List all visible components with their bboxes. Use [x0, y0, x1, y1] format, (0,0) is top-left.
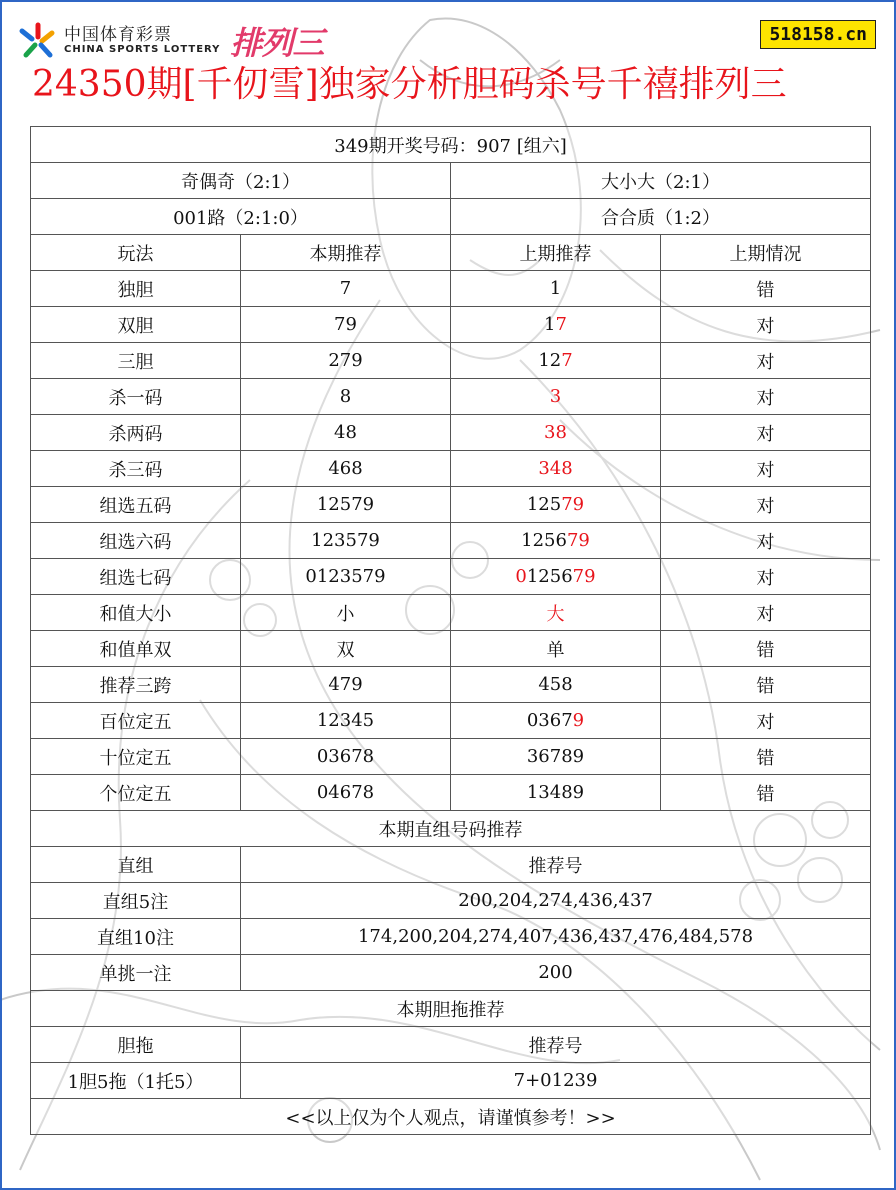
hit-digits: 7	[555, 314, 567, 335]
table-row	[31, 271, 871, 307]
play-type: 百位定五	[31, 703, 241, 739]
previous-pick	[451, 703, 661, 739]
table-row	[31, 595, 871, 631]
table-row	[31, 307, 871, 343]
direct-row-label: 直组10注	[31, 919, 241, 955]
dantuo-row-label: 1胆5拖（1托5）	[31, 1063, 241, 1099]
miss-digits: 458	[538, 674, 573, 695]
direct-section	[31, 811, 871, 847]
table-row	[31, 379, 871, 415]
current-pick: 双	[241, 631, 451, 667]
previous-result: 对	[661, 415, 871, 451]
lottery-logo-icon	[18, 21, 58, 61]
dantuo-row	[31, 1063, 871, 1099]
previous-result: 错	[661, 775, 871, 811]
play-type: 十位定五	[31, 739, 241, 775]
play-type: 杀两码	[31, 415, 241, 451]
column-header: 本期推荐	[241, 235, 451, 271]
direct-row-value: 174,200,204,274,407,436,437,476,484,578	[241, 919, 871, 955]
previous-result: 对	[661, 595, 871, 631]
hit-digits: 79	[561, 494, 585, 515]
play-type: 三胆	[31, 343, 241, 379]
previous-pick	[451, 667, 661, 703]
play-type: 杀一码	[31, 379, 241, 415]
dantuo-header-row	[31, 1027, 871, 1063]
current-pick: 7	[241, 271, 451, 307]
route-pattern: 001路（2:1:0）	[31, 199, 451, 235]
previous-pick	[451, 451, 661, 487]
previous-pick	[451, 775, 661, 811]
previous-result: 对	[661, 379, 871, 415]
table-row	[31, 487, 871, 523]
dantuo-section	[31, 991, 871, 1027]
column-header: 玩法	[31, 235, 241, 271]
direct-row-value: 200,204,274,436,437	[241, 883, 871, 919]
previous-result: 对	[661, 343, 871, 379]
previous-pick	[451, 559, 661, 595]
direct-row-label: 直组5注	[31, 883, 241, 919]
dantuo-row-value: 7+01239	[241, 1063, 871, 1099]
column-header: 上期情况	[661, 235, 871, 271]
play-type: 推荐三跨	[31, 667, 241, 703]
miss-digits: 1	[549, 278, 562, 299]
miss-digits: 1256	[521, 530, 567, 551]
direct-header-row-value: 推荐号	[241, 847, 871, 883]
game-logo-text: 排列三	[230, 24, 324, 62]
miss-digits: 125	[526, 494, 562, 515]
draw-row	[31, 127, 871, 163]
previous-result: 错	[661, 739, 871, 775]
play-type: 独胆	[31, 271, 241, 307]
previous-pick	[451, 271, 661, 307]
previous-result: 错	[661, 631, 871, 667]
big-small-pattern: 大小大（2:1）	[451, 163, 871, 199]
analysis-table	[30, 126, 871, 1135]
dantuo-section-title: 本期胆拖推荐	[31, 991, 871, 1027]
previous-result: 对	[661, 523, 871, 559]
table-row	[31, 775, 871, 811]
table-row	[31, 739, 871, 775]
page-title: 24350期[千仞雪]独家分析胆码杀号千禧排列三	[32, 64, 787, 105]
hit-digits: 0	[515, 566, 527, 587]
hit-digits: 大	[546, 603, 565, 625]
table-row	[31, 415, 871, 451]
direct-row	[31, 883, 871, 919]
previous-result: 对	[661, 559, 871, 595]
miss-digits: 1256	[526, 566, 573, 587]
current-pick: 468	[241, 451, 451, 487]
hit-digits: 38	[544, 422, 567, 443]
previous-pick	[451, 595, 661, 631]
direct-row-value: 200	[241, 955, 871, 991]
previous-result: 错	[661, 271, 871, 307]
current-pick: 479	[241, 667, 451, 703]
hit-digits: 79	[572, 566, 596, 587]
table-row	[31, 631, 871, 667]
odd-even-pattern: 奇偶奇（2:1）	[31, 163, 451, 199]
previous-pick	[451, 307, 661, 343]
previous-pick	[451, 631, 661, 667]
prime-pattern: 合合质（1:2）	[451, 199, 871, 235]
current-pick: 12579	[241, 487, 451, 523]
previous-result: 对	[661, 451, 871, 487]
table-row	[31, 667, 871, 703]
table-row	[31, 703, 871, 739]
hit-digits: 348	[538, 458, 573, 479]
direct-section-title: 本期直组号码推荐	[31, 811, 871, 847]
play-type: 个位定五	[31, 775, 241, 811]
logo-en-text: CHINA SPORTS LOTTERY	[64, 44, 221, 55]
current-pick: 03678	[241, 739, 451, 775]
hit-digits: 3	[549, 386, 562, 407]
previous-result: 对	[661, 703, 871, 739]
current-pick: 48	[241, 415, 451, 451]
miss-digits: 36789	[526, 746, 585, 767]
column-header: 上期推荐	[451, 235, 661, 271]
hit-digits: 7	[561, 350, 573, 371]
direct-header-row	[31, 847, 871, 883]
direct-header-row-label: 直组	[31, 847, 241, 883]
logo-cn-text: 中国体育彩票	[64, 25, 172, 45]
draw-result: 349期开奖号码：907 [组六]	[31, 127, 871, 163]
previous-pick	[451, 379, 661, 415]
current-pick: 小	[241, 595, 451, 631]
previous-result: 对	[661, 307, 871, 343]
direct-row-label: 单挑一注	[31, 955, 241, 991]
table-row	[31, 523, 871, 559]
previous-result: 错	[661, 667, 871, 703]
play-type: 杀三码	[31, 451, 241, 487]
pattern-row-2	[31, 199, 871, 235]
miss-digits: 13489	[526, 782, 585, 803]
direct-row	[31, 955, 871, 991]
play-type: 双胆	[31, 307, 241, 343]
current-pick: 279	[241, 343, 451, 379]
play-type: 和值大小	[31, 595, 241, 631]
current-pick: 8	[241, 379, 451, 415]
previous-pick	[451, 415, 661, 451]
previous-pick	[451, 487, 661, 523]
miss-digits: 单	[546, 639, 565, 661]
previous-pick	[451, 343, 661, 379]
play-type: 组选七码	[31, 559, 241, 595]
hit-digits: 79	[566, 530, 590, 551]
miss-digits: 12	[538, 350, 562, 371]
current-pick: 79	[241, 307, 451, 343]
footer-row	[31, 1099, 871, 1135]
table-row	[31, 343, 871, 379]
play-type: 组选五码	[31, 487, 241, 523]
direct-row	[31, 919, 871, 955]
site-badge[interactable]: 518158.cn	[760, 20, 876, 49]
table-row	[31, 559, 871, 595]
column-header-row	[31, 235, 871, 271]
dantuo-header-row-value: 推荐号	[241, 1027, 871, 1063]
disclaimer-note: <<以上仅为个人观点，请谨慎参考！>>	[31, 1099, 871, 1135]
play-type: 和值单双	[31, 631, 241, 667]
miss-digits: 1	[544, 314, 556, 335]
previous-pick	[451, 523, 661, 559]
play-type: 组选六码	[31, 523, 241, 559]
current-pick: 04678	[241, 775, 451, 811]
table-row	[31, 451, 871, 487]
dantuo-header-row-label: 胆拖	[31, 1027, 241, 1063]
previous-result: 对	[661, 487, 871, 523]
previous-pick	[451, 739, 661, 775]
header	[0, 0, 896, 120]
current-pick: 12345	[241, 703, 451, 739]
hit-digits: 9	[572, 710, 585, 731]
current-pick: 123579	[241, 523, 451, 559]
current-pick: 0123579	[241, 559, 451, 595]
miss-digits: 0367	[526, 710, 573, 731]
pattern-row	[31, 163, 871, 199]
